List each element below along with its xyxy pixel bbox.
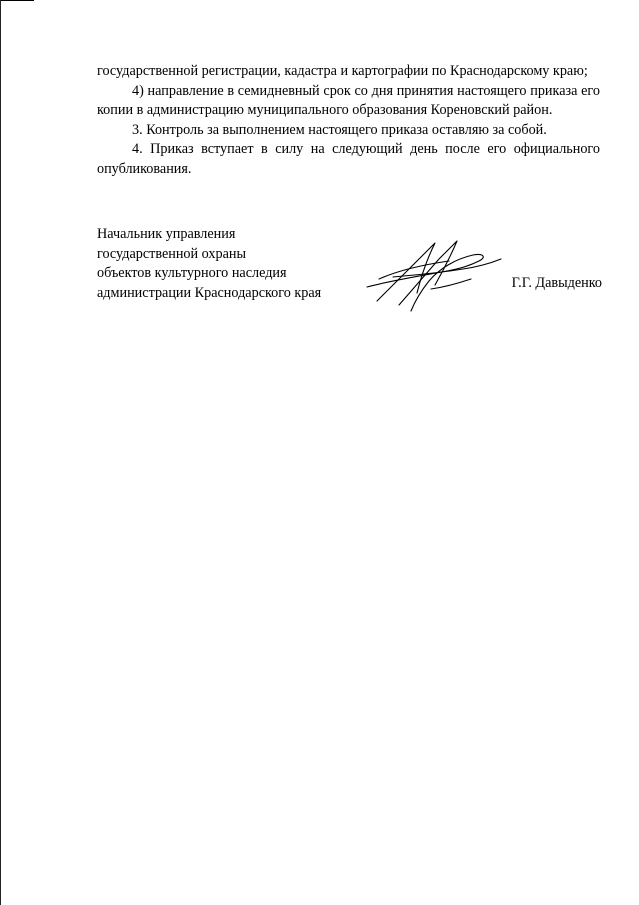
position-line-2: государственной охраны	[97, 245, 247, 262]
document-body	[97, 62, 600, 180]
paragraph-item-3-control: 3. Контроль за выполнением настоящего приказа оставляю за собой.	[132, 121, 547, 138]
position-line-1: Начальник управления	[97, 226, 236, 242]
signer-name: Г.Г. Давыденко	[511, 275, 602, 291]
paragraph-item-4-direction: 4) направление в семидневный срок со дня принятия настоящего приказа его копии в администрацию муниципального образования Кореновский район.	[97, 82, 600, 119]
position-line-3: объектов культурного наследия	[97, 265, 287, 282]
handwritten-signature	[359, 229, 504, 319]
paragraph-continuation: государственной регистрации, кадастра и картографии по Краснодарскому краю;	[97, 63, 588, 79]
scan-edge-left	[0, 0, 1, 905]
signature-block	[97, 225, 602, 303]
position-line-4: администрации Краснодарского края	[97, 284, 322, 301]
scan-edge-top	[0, 0, 34, 1]
paragraph-item-4-effect: 4. Приказ вступает в силу на следующий день после его официального опубликования.	[97, 141, 600, 177]
